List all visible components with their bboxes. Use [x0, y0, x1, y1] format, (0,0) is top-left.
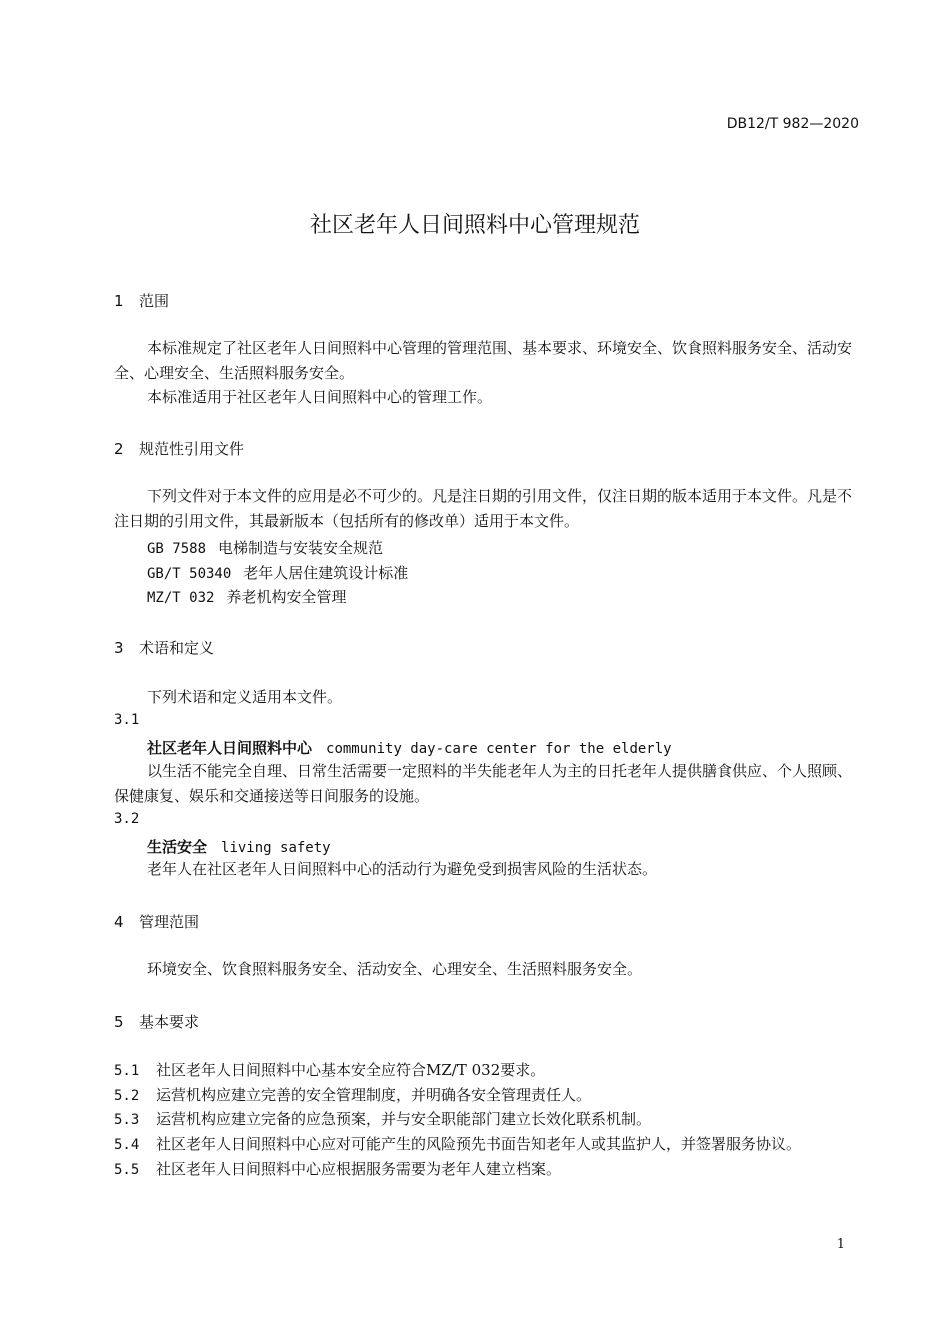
term-english: living safety	[221, 840, 331, 856]
term-number: 3.1	[114, 712, 140, 728]
section-number: 4	[114, 913, 124, 931]
section-title: 管理范围	[139, 913, 200, 931]
section-number: 1	[114, 292, 124, 310]
page-number: 1	[836, 1237, 845, 1252]
clause-text: 社区老年人日间照料中心基本安全应符合MZ/T 032要求。	[156, 1061, 546, 1079]
section-2-heading	[114, 438, 244, 459]
clause-item	[114, 1059, 545, 1080]
section-4-heading	[114, 911, 199, 932]
section-4-paragraph-1: 环境安全、饮食照料服务安全、活动安全、心理安全、生活照料服务安全。	[147, 960, 643, 978]
section-number: 5	[114, 1013, 124, 1031]
clause-number: 5.2	[114, 1088, 140, 1104]
section-1-heading	[114, 290, 169, 311]
reference-name: 老年人居住建筑设计标准	[243, 564, 409, 582]
section-title: 术语和定义	[139, 639, 215, 657]
clause-item	[114, 1133, 801, 1154]
term-entry	[147, 836, 331, 857]
reference-item	[147, 586, 346, 607]
document-title: 社区老年人日间照料中心管理规范	[309, 213, 640, 238]
clause-number: 5.3	[114, 1112, 140, 1128]
term-english: community day-care center for the elderly	[326, 741, 672, 757]
clause-number: 5.5	[114, 1162, 140, 1178]
term-chinese: 社区老年人日间照料中心	[147, 739, 313, 757]
section-1-paragraph-1: 本标准规定了社区老年人日间照料中心管理的管理范围、基本要求、环境安全、饮食照料服务安全、活动安全、心理安全、生活照料服务安全。	[114, 339, 853, 382]
reference-name: 电梯制造与安装安全规范	[218, 539, 384, 557]
clause-item	[114, 1084, 591, 1105]
reference-code: GB 7588	[147, 541, 207, 557]
clause-item	[114, 1108, 651, 1129]
standard-code: DB12/T 982—2020	[726, 116, 859, 132]
reference-name: 养老机构安全管理	[226, 588, 347, 606]
reference-code: GB/T 50340	[147, 566, 232, 582]
section-title: 范围	[139, 292, 170, 310]
clause-text: 运营机构应建立完善的安全管理制度，并明确各安全管理责任人。	[156, 1086, 592, 1104]
term-entry	[147, 737, 672, 758]
section-title: 基本要求	[139, 1013, 200, 1031]
section-3-heading	[114, 637, 214, 658]
clause-number: 5.1	[114, 1063, 140, 1079]
section-1-paragraph-2: 本标准适用于社区老年人日间照料中心的管理工作。	[147, 388, 493, 406]
section-title: 规范性引用文件	[139, 440, 245, 458]
term-definition: 以生活不能完全自理、日常生活需要一定照料的半失能老年人为主的日托老年人提供膳食供应、个人照顾、保健康复、娱乐和交通接送等日间服务的设施。	[114, 762, 853, 805]
term-number: 3.2	[114, 811, 140, 827]
clause-text: 社区老年人日间照料中心应对可能产生的风险预先书面告知老年人或其监护人，并签署服务协议。	[156, 1135, 802, 1153]
reference-code: MZ/T 032	[147, 590, 215, 606]
clause-text: 运营机构应建立完备的应急预案，并与安全职能部门建立长效化联系机制。	[156, 1110, 652, 1128]
clause-text: 社区老年人日间照料中心应根据服务需要为老年人建立档案。	[156, 1160, 562, 1178]
section-2-paragraph-1: 下列文件对于本文件的应用是必不可少的。凡是注日期的引用文件，仅注日期的版本适用于本文件。凡是不注日期的引用文件，其最新版本（包括所有的修改单）适用于本文件。	[114, 487, 853, 530]
reference-item	[147, 537, 383, 558]
term-definition: 老年人在社区老年人日间照料中心的活动行为避免受到损害风险的生活状态。	[147, 860, 658, 878]
section-3-intro: 下列术语和定义适用本文件。	[147, 688, 343, 706]
clause-item	[114, 1158, 561, 1179]
section-number: 2	[114, 440, 124, 458]
reference-item	[147, 562, 408, 583]
section-number: 3	[114, 639, 124, 657]
section-5-heading	[114, 1011, 199, 1032]
term-chinese: 生活安全	[147, 838, 208, 856]
clause-number: 5.4	[114, 1137, 140, 1153]
